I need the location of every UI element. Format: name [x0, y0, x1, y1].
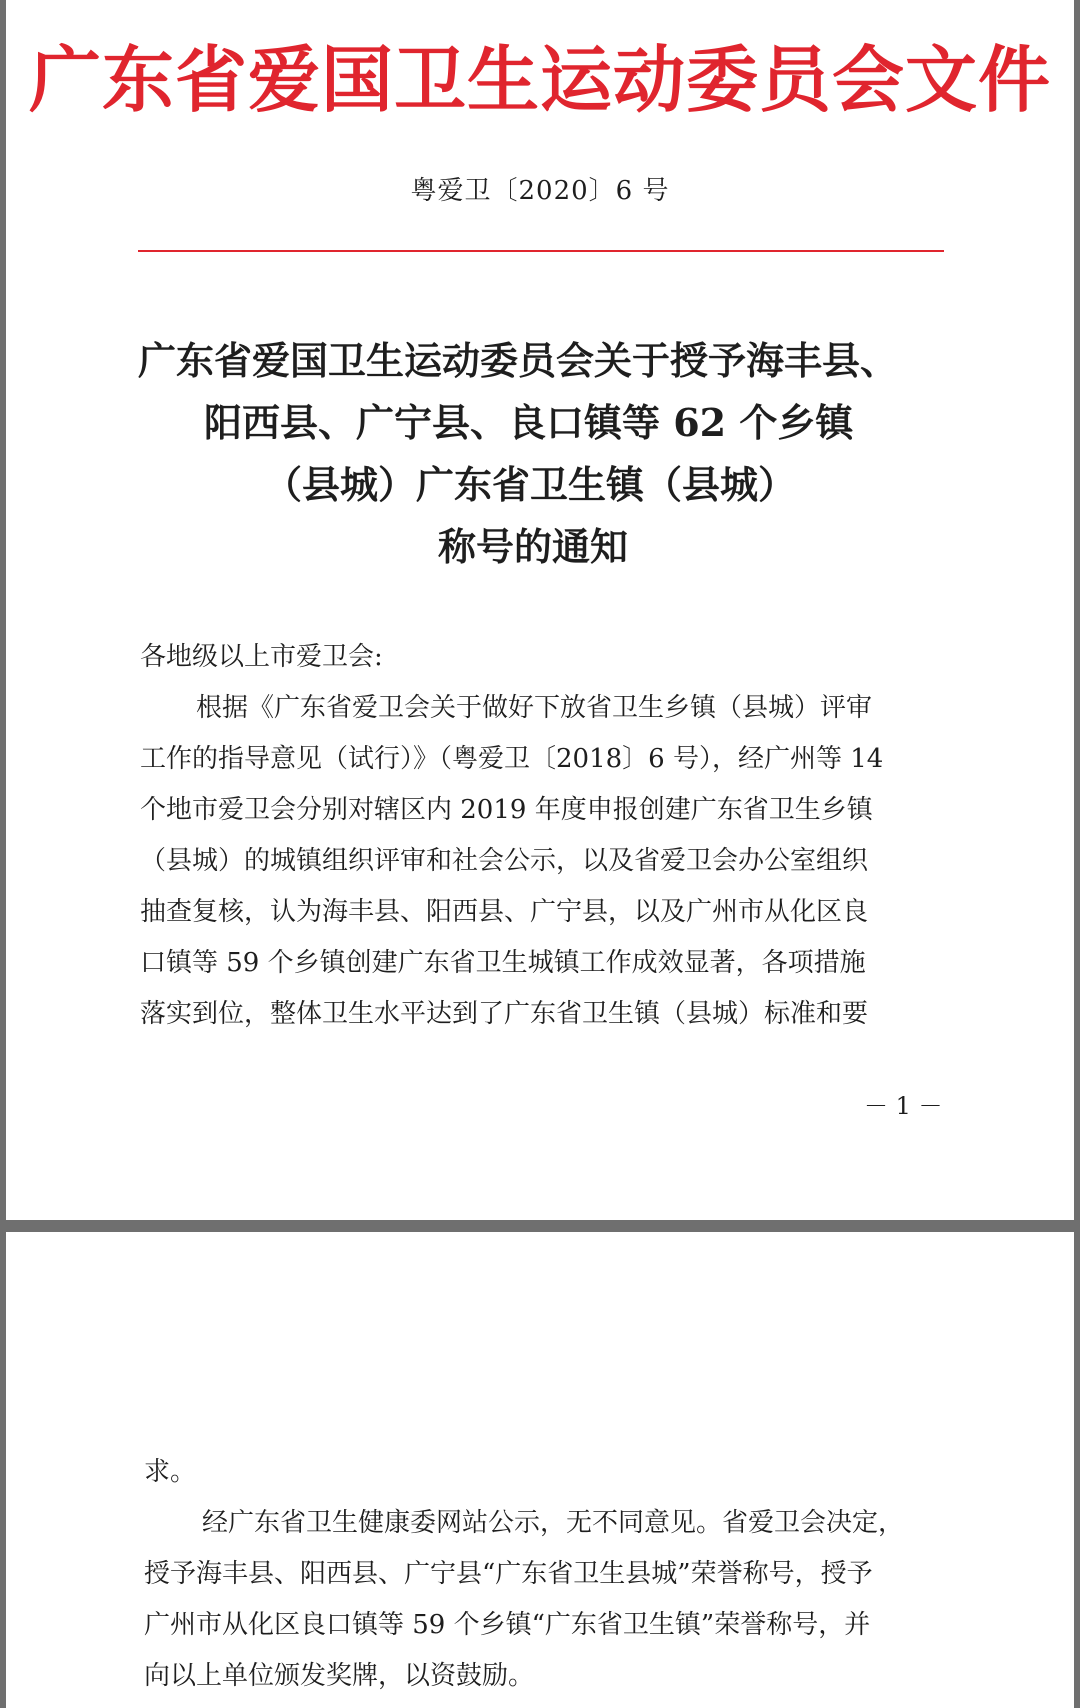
document-number: 粤爱卫〔2020〕6 号 — [410, 176, 670, 206]
document-masthead: 广东省爱国卫生运动委员会文件 — [28, 37, 1051, 122]
body-line: （县城）的城镇组织评审和社会公示，以及省爱卫会办公室组织 — [140, 846, 869, 876]
body-line: 经广东省卫生健康委网站公示，无不同意见。省爱卫会决定， — [202, 1508, 905, 1538]
body-line: 广州市从化区良口镇等 59 个乡镇“广东省卫生镇”荣誉称号，并 — [144, 1610, 871, 1640]
title-line: 称号的通知 — [438, 524, 629, 569]
body-line: 求。 — [144, 1457, 197, 1487]
body-line: 抽查复核，认为海丰县、阳西县、广宁县，以及广州市从化区良 — [140, 897, 869, 927]
page-number: － 1 － — [864, 1092, 943, 1120]
body-line: 个地市爱卫会分别对辖区内 2019 年度申报创建广东省卫生乡镇 — [140, 795, 873, 825]
title-line: （县城）广东省卫生镇（县城） — [264, 462, 797, 507]
document-page-2 — [6, 1232, 1074, 1708]
body-line: 授予海丰县、阳西县、广宁县“广东省卫生县城”荣誉称号，授予 — [144, 1559, 873, 1589]
body-line: 口镇等 59 个乡镇创建广东省卫生城镇工作成效显著，各项措施 — [140, 948, 866, 978]
document-page-1 — [6, 0, 1074, 1220]
salutation: 各地级以上市爱卫会: — [140, 642, 383, 672]
body-line: 落实到位，整体卫生水平达到了广东省卫生镇（县城）标准和要 — [140, 999, 869, 1029]
title-line: 广东省爱国卫生运动委员会关于授予海丰县、 — [138, 338, 899, 383]
body-line: 工作的指导意见（试行）》（粤爱卫〔2018〕6 号），经广州等 14 — [140, 744, 884, 774]
title-line: 阳西县、广宁县、良口镇等 62 个乡镇 — [204, 400, 854, 445]
body-line: 向以上单位颁发奖牌，以资鼓励。 — [144, 1661, 535, 1691]
red-divider-line — [138, 250, 944, 252]
body-line: 根据《广东省爱卫会关于做好下放省卫生乡镇（县城）评审 — [196, 693, 873, 723]
